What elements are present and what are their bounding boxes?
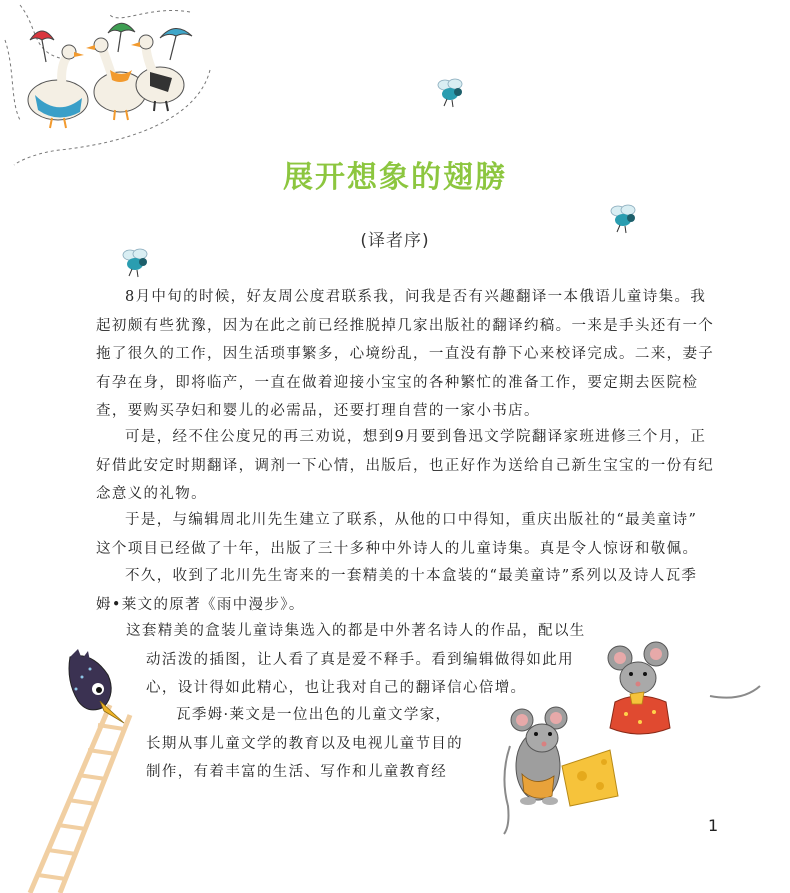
blue-umbrella-icon — [160, 28, 192, 60]
text-line: 于是，与编辑周北川先生建立了联系，从他的口中得知，重庆出版社的“最美童诗” — [125, 512, 698, 528]
mouse-icon — [608, 642, 760, 734]
text-line: 这个项目已经做了十年，出版了三十多种中外诗人的儿童诗集。真是令人惊讶和敬佩。 — [96, 540, 699, 557]
text-line: 瓦季姆·莱文是一位出色的儿童文学家， — [176, 707, 452, 723]
page-subtitle: (译者序) — [360, 231, 430, 251]
text-line: 可是，经不住公度兄的再三劝说，想到9月要到鲁迅文学院翻译家班进修三个月，正 — [125, 429, 707, 445]
text-line: 有孕在身，即将临产，一直在做着迎接小宝宝的各种繁忙的准备工作，要定期去医院检 — [96, 374, 699, 391]
text-line: 长期从事儿童文学的教育以及电视儿童节目的 — [146, 735, 463, 752]
crow-ladder-illustration — [0, 645, 140, 893]
text-line: 8月中旬的时候，好友周公度君联系我，问我是否有兴趣翻译一本俄语儿童诗集。我 — [125, 289, 707, 305]
text-line: 这套精美的盒装儿童诗集选入的都是中外著名诗人的作品，配以生 — [126, 623, 586, 639]
text-line: 制作，有着丰富的生活、写作和儿童教育经 — [146, 764, 448, 781]
text-line: 好借此安定时期翻译，调剂一下心情，出版后，也正好作为送给自己新生宝宝的一份有纪 — [96, 457, 715, 474]
paragraph-4 — [96, 562, 697, 619]
mice-cheese-illustration — [470, 636, 770, 836]
geese-illustration — [0, 0, 220, 170]
text-line: 念意义的礼物。 — [96, 486, 207, 503]
text-line: 拖了很久的工作，因生活琐事繁多，心境纷乱，一直没有静下心来校译完成。二来，妻子 — [96, 346, 715, 363]
text-line: 心，设计得如此精心，也让我对自己的翻译信心倍增。 — [146, 680, 527, 697]
paragraph-3 — [96, 506, 698, 563]
fly-icon — [118, 246, 154, 280]
paragraph-2 — [96, 423, 714, 509]
cheese-icon — [562, 750, 618, 806]
page-number: 1 — [708, 816, 719, 835]
crow-icon — [69, 649, 124, 723]
ladder-icon — [30, 705, 130, 893]
fly-icon — [433, 76, 469, 110]
text-line: 起初颇有些犹豫，因为在此之前已经推脱掉几家出版社的翻译约稿。一来是手头还有一个 — [96, 317, 715, 334]
text-line: 动活泼的插图，让人看了真是爱不释手。看到编辑做得如此用 — [146, 651, 574, 668]
text-line: 查，要购买孕妇和婴儿的必需品，还要打理自营的一家小书店。 — [96, 403, 540, 420]
green-umbrella-icon — [108, 23, 135, 52]
red-umbrella-icon — [30, 31, 54, 62]
mouse-icon — [504, 707, 567, 834]
page-title: 展开想象的翅膀 — [283, 160, 507, 195]
paragraph-1 — [96, 283, 714, 426]
paragraph-6 — [146, 701, 463, 787]
text-line: 不久，收到了北川先生寄来的一套精美的十本盒装的“最美童诗”系列以及诗人瓦季 — [125, 568, 698, 584]
text-line: 姆•莱文的原著《雨中漫步》。 — [96, 596, 305, 613]
